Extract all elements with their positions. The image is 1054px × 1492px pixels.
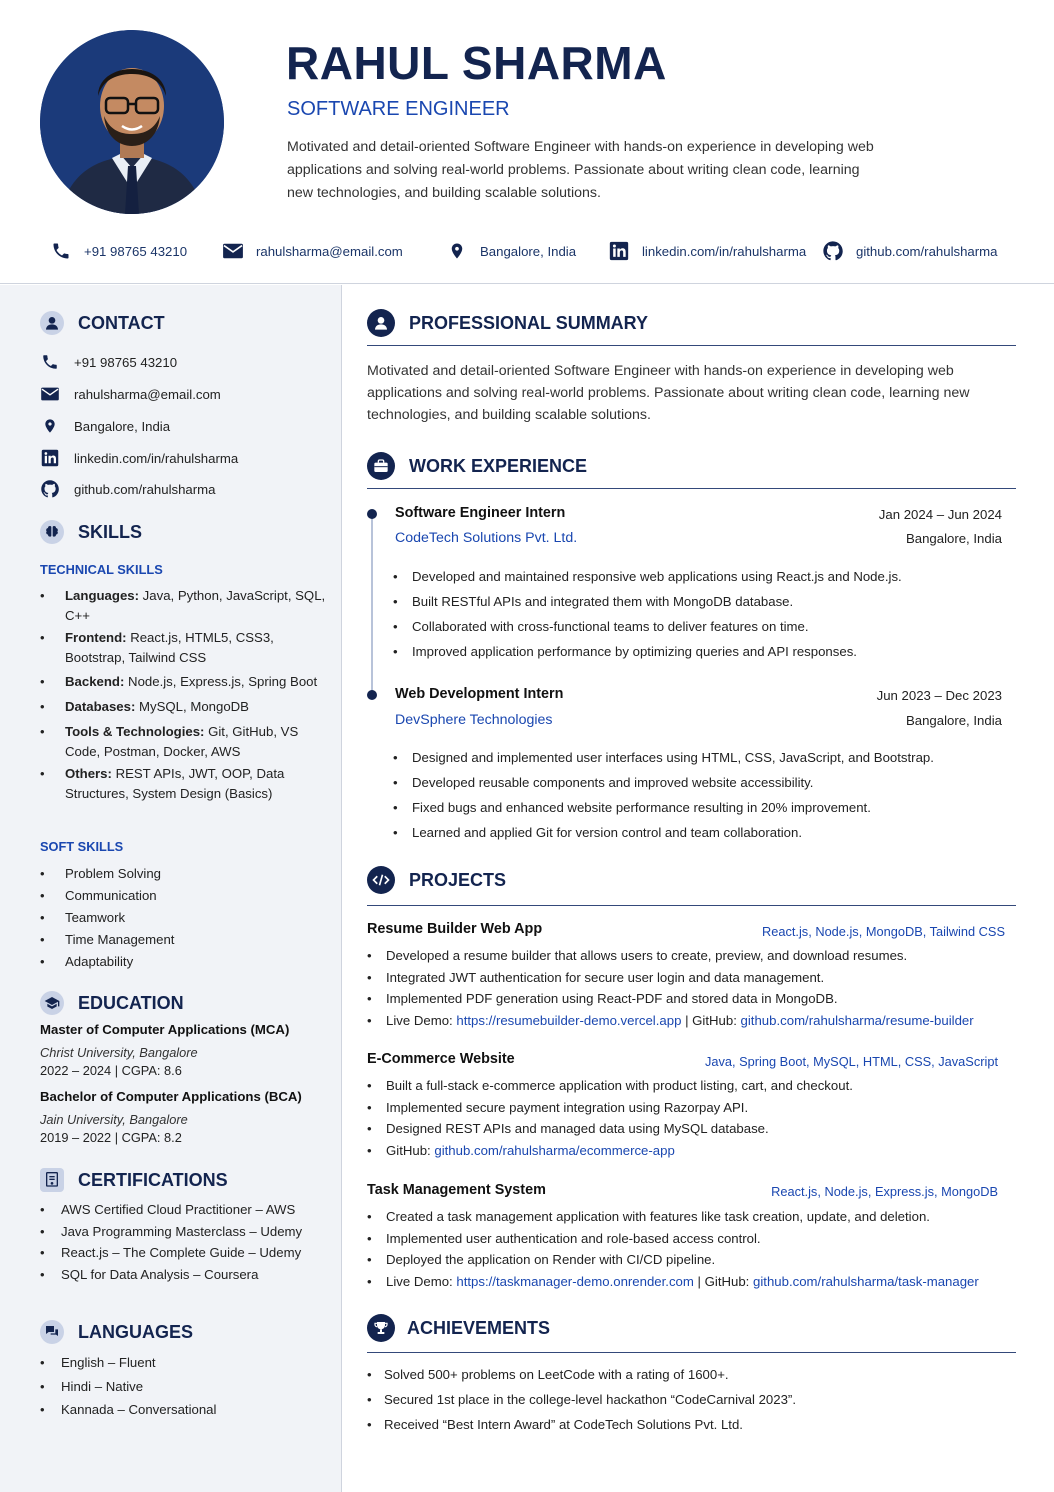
live-demo-link[interactable]: https://taskmanager-demo.onrender.com — [456, 1273, 694, 1289]
languages-heading: LANGUAGES — [40, 1320, 193, 1344]
list-item: • Built RESTful APIs and integrated them with MongoDB database. — [393, 589, 1013, 614]
degree-title: Bachelor of Computer Applications (BCA) — [40, 1089, 302, 1104]
list-item: • Improved application performance by optimizing queries and API responses. — [393, 639, 1013, 664]
location-pin-icon — [40, 416, 60, 436]
list-item: • Implemented PDF generation using React-PDF and stored data in MongoDB. — [367, 988, 1027, 1010]
project-bullets — [367, 1075, 987, 1161]
achievements-list — [367, 1362, 1007, 1437]
list-item: • Teamwork — [40, 907, 330, 929]
list-item: • Problem Solving — [40, 863, 330, 885]
company-name: DevSphere Technologies — [395, 712, 553, 728]
achievements-heading: ACHIEVEMENTS — [367, 1314, 550, 1342]
list-item: • Secured 1st place in the college-level hackathon “CodeCarnival 2023”. — [367, 1387, 1007, 1412]
timeline-dot — [367, 509, 377, 519]
brain-icon — [40, 520, 64, 544]
list-item: • Implemented secure payment integration using Razorpay API. — [367, 1097, 987, 1119]
job-role: SOFTWARE ENGINEER — [287, 98, 510, 120]
project-bullets — [367, 1206, 1037, 1292]
list-item: • Fixed bugs and enhanced website performance resulting in 20% improvement. — [393, 795, 1013, 820]
job-location: Bangalore, India — [905, 531, 1002, 546]
header-contact-bar — [0, 240, 1054, 264]
list-item: • Tools & Technologies: Git, GitHub, VS Code, Postman, Docker, AWS — [40, 722, 330, 762]
education-years: 2019 – 2022 | CGPA: 8.2 — [40, 1130, 182, 1145]
section-divider — [367, 345, 1016, 346]
summary-heading: PROFESSIONAL SUMMARY — [367, 309, 648, 337]
list-item: • SQL for Data Analysis – Coursera — [40, 1264, 330, 1286]
github-icon — [40, 479, 60, 499]
header-phone[interactable]: +91 98765 43210 — [50, 240, 187, 262]
phone-icon — [40, 352, 60, 372]
project-title: E-Commerce Website — [367, 1051, 515, 1067]
linkedin-icon — [40, 448, 60, 468]
github-link[interactable]: github.com/rahulsharma/ecommerce-app — [434, 1142, 675, 1158]
section-divider — [367, 905, 1016, 906]
section-divider — [367, 488, 1016, 489]
list-item: • Communication — [40, 885, 330, 907]
list-item: • Live Demo: https://taskmanager-demo.onrender.com | GitHub: github.com/rahulsharma/task-manager — [367, 1271, 1037, 1293]
list-item: • Collaborated with cross-functional teams to deliver features on time. — [393, 614, 1013, 639]
sidebar-location: Bangalore, India — [40, 416, 170, 436]
list-item: • Learned and applied Git for version control and team collaboration. — [393, 820, 1013, 845]
project-title: Task Management System — [367, 1182, 546, 1198]
list-item: • Languages: Java, Python, JavaScript, SQL, C++ — [40, 586, 330, 626]
technical-skills-subheading: TECHNICAL SKILLS — [40, 562, 163, 577]
school-name: Jain University, Bangalore — [40, 1112, 188, 1127]
sidebar-linkedin[interactable]: linkedin.com/in/rahulsharma — [40, 448, 238, 468]
timeline-dot — [367, 690, 377, 700]
trophy-icon — [367, 1314, 395, 1342]
list-item: • Backend: Node.js, Express.js, Spring Boot — [40, 672, 330, 692]
intro-text: Motivated and detail-oriented Software Engineer with hands-on experience in developing web applications and solving real-world problems. Passionate about writing clean code, learning new technologies, and building scalable solutions. — [287, 139, 874, 201]
school-name: Christ University, Bangalore — [40, 1045, 198, 1060]
header-email[interactable]: rahulsharma@email.com — [222, 240, 403, 262]
list-item: • Solved 500+ problems on LeetCode with a rating of 1600+. — [367, 1362, 1007, 1387]
timeline-line — [371, 514, 373, 694]
project-tech-stack: React.js, Node.js, Express.js, MongoDB — [771, 1184, 998, 1199]
list-item: • React.js – The Complete Guide – Udemy — [40, 1242, 330, 1264]
certificate-icon — [40, 1168, 64, 1192]
list-item: • Integrated JWT authentication for secure user login and data management. — [367, 967, 1027, 989]
list-item: • Developed and maintained responsive web applications using React.js and Node.js. — [393, 564, 1013, 589]
list-item: • GitHub: github.com/rahulsharma/ecommerce-app — [367, 1140, 987, 1162]
list-item: • Live Demo: https://resumebuilder-demo.vercel.app | GitHub: github.com/rahulsharma/resume-builder — [367, 1010, 1027, 1032]
contact-heading: CONTACT — [40, 311, 165, 335]
header-location: Bangalore, India — [446, 240, 576, 262]
list-item: • Received “Best Intern Award” at CodeTech Solutions Pvt. Ltd. — [367, 1412, 1007, 1437]
sidebar-github[interactable]: github.com/rahulsharma — [40, 479, 215, 499]
list-item: • Kannada – Conversational — [40, 1398, 330, 1422]
list-item: • Hindi – Native — [40, 1375, 330, 1399]
section-divider — [367, 1352, 1016, 1353]
job-title: Web Development Intern — [395, 686, 564, 702]
full-name: RAHUL SHARMA — [286, 37, 667, 89]
github-icon — [822, 240, 844, 262]
list-item: • English – Fluent — [40, 1351, 330, 1375]
technical-skills-list — [40, 586, 330, 804]
projects-heading: PROJECTS — [367, 866, 506, 894]
degree-title: Master of Computer Applications (MCA) — [40, 1022, 290, 1037]
project-tech-stack: Java, Spring Boot, MySQL, HTML, CSS, JavaScript — [704, 1054, 998, 1069]
education-heading: EDUCATION — [40, 991, 184, 1015]
live-demo-link[interactable]: https://resumebuilder-demo.vercel.app — [456, 1012, 682, 1028]
list-item: • Deployed the application on Render with CI/CD pipeline. — [367, 1249, 1037, 1271]
project-bullets — [367, 945, 1027, 1031]
list-item: • AWS Certified Cloud Practitioner – AWS — [40, 1199, 330, 1221]
mail-icon — [222, 240, 244, 262]
job-location: Bangalore, India — [905, 713, 1002, 728]
languages-list — [40, 1351, 330, 1422]
mail-icon — [40, 384, 60, 404]
list-item: • Designed and implemented user interfaces using HTML, CSS, JavaScript, and Bootstrap. — [393, 745, 1013, 770]
list-item: • Databases: MySQL, MongoDB — [40, 697, 330, 717]
experience-heading: WORK EXPERIENCE — [367, 452, 587, 480]
job-dates: Jun 2023 – Dec 2023 — [876, 688, 1002, 703]
code-icon — [367, 866, 395, 894]
job-dates: Jan 2024 – Jun 2024 — [878, 507, 1002, 522]
list-item: • Implemented user authentication and role-based access control. — [367, 1228, 1037, 1250]
graduation-cap-icon — [40, 991, 64, 1015]
certifications-heading: CERTIFICATIONS — [40, 1168, 228, 1192]
header-github[interactable]: github.com/rahulsharma — [822, 240, 997, 262]
header-linkedin[interactable]: linkedin.com/in/rahulsharma — [608, 240, 806, 262]
linkedin-icon — [608, 240, 630, 262]
briefcase-icon — [367, 452, 395, 480]
list-item: • Others: REST APIs, JWT, OOP, Data Structures, System Design (Basics) — [40, 764, 330, 804]
list-item: • Built a full-stack e-commerce application with product listing, cart, and checkout. — [367, 1075, 987, 1097]
user-icon — [40, 311, 64, 335]
speech-bubbles-icon — [40, 1320, 64, 1344]
resume-header — [0, 0, 1054, 284]
job-bullets — [393, 745, 1013, 845]
certifications-list — [40, 1199, 330, 1285]
list-item: • Java Programming Masterclass – Udemy — [40, 1221, 330, 1243]
skills-heading: SKILLS — [40, 520, 142, 544]
list-item: • Developed reusable components and improved website accessibility. — [393, 770, 1013, 795]
github-link[interactable]: github.com/rahulsharma/resume-builder — [740, 1012, 974, 1028]
github-link[interactable]: github.com/rahulsharma/task-manager — [753, 1273, 979, 1289]
company-name: CodeTech Solutions Pvt. Ltd. — [395, 530, 578, 546]
list-item: • Frontend: React.js, HTML5, CSS3, Bootstrap, Tailwind CSS — [40, 628, 330, 668]
list-item: • Designed REST APIs and managed data using MySQL database. — [367, 1118, 987, 1140]
user-icon — [367, 309, 395, 337]
location-pin-icon — [446, 240, 468, 262]
sidebar-phone[interactable]: +91 98765 43210 — [40, 352, 177, 372]
list-item: • Time Management — [40, 929, 330, 951]
phone-icon — [50, 240, 72, 262]
list-item: • Developed a resume builder that allows users to create, preview, and download resumes. — [367, 945, 1027, 967]
sidebar-email[interactable]: rahulsharma@email.com — [40, 384, 221, 404]
project-title: Resume Builder Web App — [367, 921, 543, 937]
project-tech-stack: React.js, Node.js, MongoDB, Tailwind CSS — [761, 924, 1005, 939]
soft-skills-subheading: SOFT SKILLS — [40, 839, 124, 854]
profile-photo — [40, 30, 224, 214]
job-title: Software Engineer Intern — [395, 505, 566, 521]
education-years: 2022 – 2024 | CGPA: 8.6 — [40, 1063, 182, 1078]
job-bullets — [393, 564, 1013, 664]
soft-skills-list — [40, 863, 330, 973]
list-item: • Created a task management application with features like task creation, update, and deletion. — [367, 1206, 1037, 1228]
list-item: • Adaptability — [40, 951, 330, 973]
summary-text: Motivated and detail-oriented Software Engineer with hands-on experience in developing web applications and solving real-world problems. Passionate about writing clean code, learning new technologies, and building scalable solutions. — [367, 363, 970, 423]
